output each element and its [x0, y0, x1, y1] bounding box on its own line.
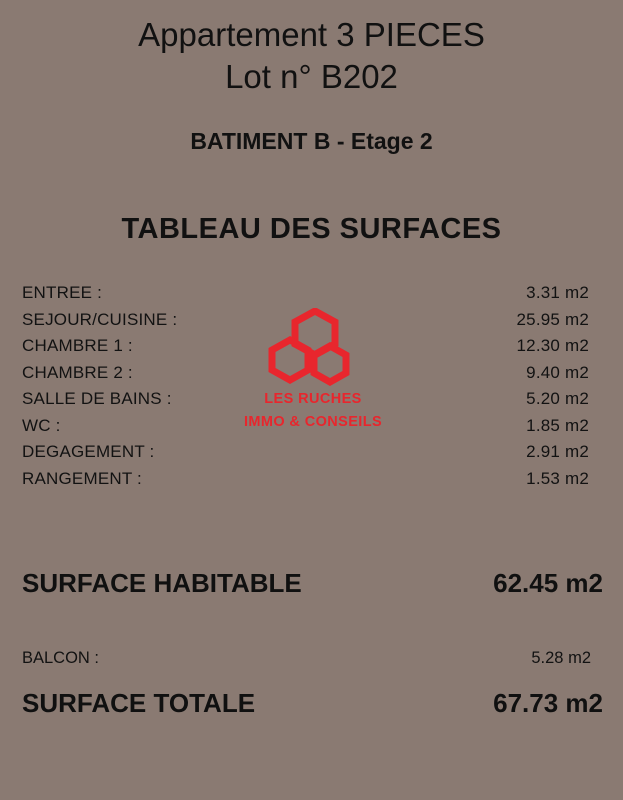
page-title-line-2: Lot n° B202	[225, 58, 398, 95]
surface-habitable-row	[0, 568, 623, 599]
room-area: 9.40 m2	[526, 362, 589, 382]
room-name: ENTREE :	[22, 283, 103, 302]
building-floor-subtitle: BATIMENT B - Etage 2	[190, 128, 433, 154]
room-area: 1.85 m2	[526, 415, 589, 435]
surface-totale-area: 67.73 m2	[493, 688, 603, 718]
room-name: CHAMBRE 1 :	[22, 336, 133, 355]
room-row	[22, 386, 601, 413]
logo-text-line-2: IMMO & CONSEILS	[243, 414, 383, 430]
room-name: SALLE DE BAINS :	[22, 389, 172, 408]
room-area: 5.20 m2	[526, 389, 589, 408]
surface-habitable-area: 62.45 m2	[493, 568, 603, 598]
room-row	[22, 466, 601, 493]
title-block	[0, 0, 623, 98]
room-row	[22, 413, 601, 440]
room-area: 25.95 m2	[516, 309, 589, 329]
page-title-line-1: Appartement 3 PIECES	[138, 16, 485, 53]
room-name: RANGEMENT :	[22, 468, 142, 488]
surface-totale-label: SURFACE TOTALE	[22, 688, 256, 718]
room-name: DEGAGEMENT :	[22, 442, 155, 461]
surface-habitable-label: SURFACE HABITABLE	[22, 568, 302, 598]
balcon-area: 5.28 m2	[531, 649, 591, 667]
room-row	[22, 439, 601, 466]
logo-text-line-1: LES RUCHES	[264, 391, 362, 407]
table-heading: TABLEAU DES SURFACES	[121, 213, 502, 245]
room-name: WC :	[22, 415, 61, 435]
room-area: 1.53 m2	[526, 468, 589, 488]
room-area: 3.31 m2	[526, 283, 589, 302]
balcon-label: BALCON :	[22, 649, 100, 667]
room-area: 12.30 m2	[516, 336, 589, 355]
room-name: CHAMBRE 2 :	[22, 362, 133, 382]
room-area-list	[0, 280, 623, 492]
room-name: SEJOUR/CUISINE :	[22, 309, 178, 329]
room-area: 2.91 m2	[526, 442, 589, 461]
balcon-row	[0, 649, 623, 668]
surface-totale-row	[0, 688, 623, 719]
room-row	[22, 360, 601, 387]
room-row	[22, 307, 601, 334]
room-row	[22, 280, 601, 307]
room-row	[22, 333, 601, 360]
